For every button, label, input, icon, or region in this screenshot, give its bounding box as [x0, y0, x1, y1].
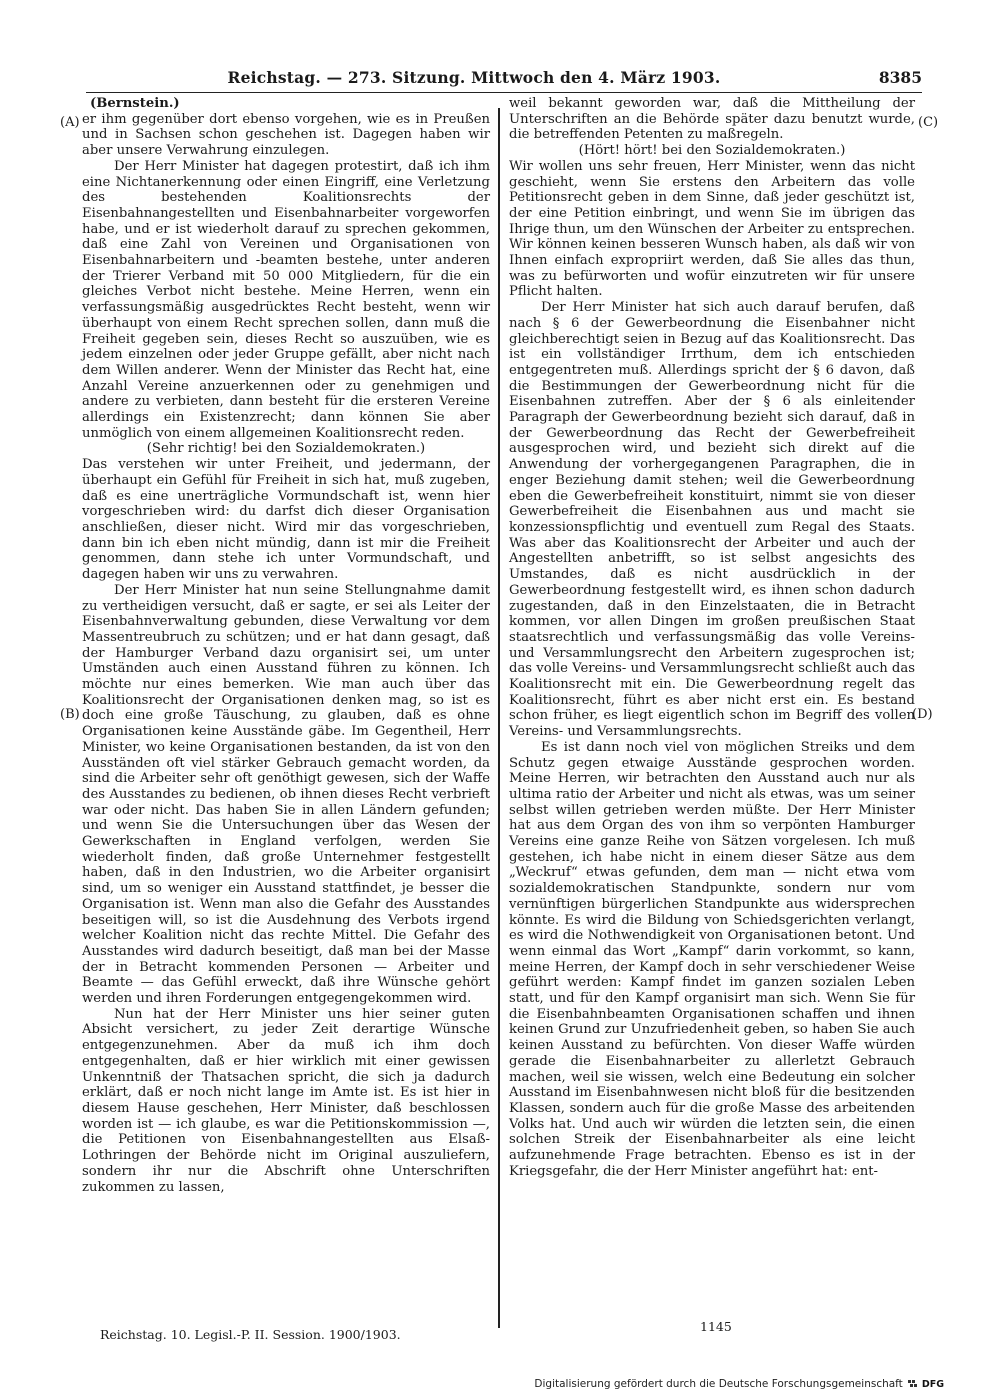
footer-session: Reichstag. 10. Legisl.-P. II. Session. 1900/1903. [100, 1327, 401, 1342]
credit-text: Digitalisierung gefördert durch die Deutsche Forschungsgemeinschaft [534, 1378, 903, 1390]
page-header [86, 68, 922, 92]
margin-mark-b: (B) [60, 707, 80, 722]
paragraph: Der Herr Minister hat dagegen protestirt, daß ich ihm eine Nichtanerkennung oder einen Eingriff, eine Verletzung des bestehenden Koalitionsrechts der Eisenbahnangestellten und Eisenbahnarbeiter vorgeworfen habe, und er ist wiederholt darauf zu sprechen gekommen, daß eine Zahl von Vereinen und Organisationen von Eisenbahnarbeitern und -beamten bestehe, unter anderen der Trierer Verband mit 50 000 Mitgliedern, für die ein gleiches Verbot nicht bestehe. Meine Herren, wenn ein verfassungsmäßig ausgedrücktes Recht besteht, wenn wir überhaupt von einem Recht sprechen sollen, dann muß die Freiheit gegeben sein, dieses Recht so auszuüben, wie es jedem einzelnen oder jeder Gruppe gefällt, aber nicht nach dem Willen anderer. Wenn der Minister das Recht hat, eine Anzahl Vereine anzuerkennen oder zu genehmigen und andere zu verbieten, dann besteht für die ersteren Vereine allerdings ein Existenzrecht; dann können Sie aber unmöglich von einem allgemeinen Koalitionsrecht reden. [82, 158, 490, 441]
margin-mark-d: (D) [912, 707, 933, 722]
header-rule [86, 92, 922, 93]
interjection: (Hört! hört! bei den Sozialdemokraten.) [578, 143, 846, 159]
digitization-credit [534, 1378, 944, 1390]
paragraph: Der Herr Minister hat nun seine Stellungnahme damit zu vertheidigen versucht, daß er sagte, er sei als Leiter der Eisenbahnverwaltung gebunden, diese Verwaltung vor dem Massentreubruch zu schützen; und er hat dann gesagt, daß der Hamburger Verband dazu organisirt sei, um unter Umständen auch einen Ausstand führen zu können. Ich möchte nur eines bemerken. Wie man auch über das Koalitionsrecht der Organisationen denken mag, so ist es doch eine große Täuschung, zu glauben, daß es ohne Organisationen keine Ausstände gäbe. Im Gegentheil, Herr Minister, wo keine Organisationen bestanden, da ist von den Ausständen oft viel stärker Gebrauch gemacht worden, da sind die Arbeiter sehr oft genöthigt gewesen, sich der Waffe des Ausstandes zu bedienen, ob ihnen dieses Recht verbrieft war oder nicht. Das haben Sie in allen Ländern gefunden; und wenn Sie die Untersuchungen über das Wesen der Gewerkschaften in England verfolgen, werden Sie wiederholt finden, daß große Unternehmer festgestellt haben, daß in den Industrien, wo die Arbeiter organisirt sind, um so weniger ein Ausstand stattfindet, je besser die Organisation ist. Wenn man also die Gefahr des Ausstandes beseitigen will, so ist die Ausdehnung des Verbots irgend welcher Koalition nicht das rechte Mittel. Die Gefahr des Ausstandes wird dadurch beseitigt, daß man bei der Masse der in Betracht kommenden Personen — Arbeiter und Beamte — das Gefühl erweckt, daß ihre Wünsche gehört werden und ihren Forderungen entgegengekommen wird. [82, 582, 490, 1007]
footer-number: 1145 [700, 1319, 732, 1334]
paragraph: Es ist dann noch viel von möglichen Streiks und dem Schutz gegen etwaige Ausstände gesprochen worden. Meine Herren, wir betrachten den Ausstand auch nur als ultima ratio der Arbeiter und nicht als etwas, was um seiner selbst willen getrieben werden müßte. Der Herr Minister hat aus dem Organ des von ihm so verpönten Hamburger Vereins eine ganze Reihe von Sätzen vorgelesen. Ich muß gestehen, ich habe nicht in einem dieser Sätze aus dem „Weckruf“ etwas gefunden, dem man — nicht etwa vom sozialdemokratischen Standpunkte, sondern nur vom vernünftigen bürgerlichen Standpunkte aus widersprechen könnte. Es wird die Bildung von Schiedsgerichten verlangt, es wird die Nothwendigkeit von Organisationen betont. Und wenn einmal das Wort „Kampf“ darin vorkommt, so kann, meine Herren, der Kampf doch in sehr verschiedener Weise geführt werden: Kampf findet im ganzen sozialen Leben statt, und für den Kampf organisirt man sich. Wenn Sie für die Eisenbahnbeamten Organisationen schaffen und ihnen keinen Grund zur Unzufriedenheit geben, so haben Sie auch keinen Ausstand zu befürchten. Von dieser Waffe würden gerade die Eisenbahnarbeiter zu allerletzt Gebrauch machen, weil sie wissen, welch eine Bedeutung ein solcher Ausstand im Eisenbahnwesen nicht bloß für die besitzenden Klassen, sondern auch für die große Masse des arbeitenden Volks hat. Und auch wir würden die letzten sein, die einen solchen Streik der Eisenbahnarbeiter als eine leicht aufzunehmende Frage betrachten. Ebenso es ist in der Kriegsgefahr, die der Herr Minister angeführt hat: ent- [509, 739, 915, 1179]
speaker-name: (Bernstein.) [90, 96, 180, 111]
paragraph: weil bekannt geworden war, daß die Mittheilung der Unterschriften an die Behörde später dazu benutzt wurde, die betreffenden Petenten zu maßregeln. [509, 96, 915, 143]
header-title: Reichstag. — 273. Sitzung. Mittwoch den 4. März 1903. [227, 68, 721, 87]
margin-mark-c: (C) [918, 115, 939, 130]
paragraph: Nun hat der Herr Minister uns hier seiner guten Absicht versichert, zu jeder Zeit derartige Wünsche entgegenzunehmen. Aber da muß ich ihm doch entgegenhalten, daß er hier wirklich mit einer gewissen Unkenntniß der Thatsachen spricht, die sich ja dadurch erklärt, daß er noch nicht lange im Amte ist. Es ist hier in diesem Hause geschehen, Herr Minister, daß beschlossen worden ist — ich glaube, es war die Petitionskommission —, die Petitionen von Eisenbahnangestellten aus Elsaß-Lothringen der Behörde nicht im Original auszuliefern, sondern ihr nur die Abschrift ohne Unterschriften zukommen zu lassen, [82, 1006, 490, 1195]
paragraph: Wir wollen uns sehr freuen, Herr Minister, wenn das nicht geschieht, wenn Sie erstens den Arbeitern das volle Petitionsrecht geben in dem Sinne, daß jeder geschützt ist, der eine Petition einbringt, und wenn Sie im übrigen das Ihrige thun, um den Wünschen der Arbeiter zu entsprechen. Wir können keinen besseren Wunsch haben, als daß wir von Ihnen einfach expropriirt werden, daß Sie alles das thun, was zu befürworten und wofür einzutreten wir für unsere Pflicht halten. [509, 158, 915, 300]
dfg-logo-text: DFG [921, 1378, 944, 1390]
paragraph: Der Herr Minister hat sich auch darauf berufen, daß nach § 6 der Gewerbeordnung die Eisenbahner nicht gleichberechtigt seien in Bezug auf das Koalitionsrecht. Das ist ein vollständiger Irrthum, dem ich entschieden entgegentreten muß. Allerdings spricht der § 6 davon, daß die Bestimmungen der Gewerbeordnung nicht für die Eisenbahnen zutreffen. Aber der § 6 als einleitender Paragraph der Gewerbeordnung bezieht sich darauf, daß in der Gewerbeordnung das Recht der Gewerbefreiheit ausgesprochen wird, und bezieht sich direkt auf die Anwendung der vorhergegangenen Paragraphen, die in enger Beziehung damit stehen; weil die Gewerbeordnung eben die Gewerbefreiheit konstituirt, nimmt sie von dieser Gewerbefreiheit die Eisenbahnen aus und macht sie konzessionspflichtig und eventuell zum Regal des Staats. Was aber das Koalitionsrecht der Arbeiter und auch der Angestellten anbetrifft, so ist selbst angesichts des Umstandes, daß es nicht ausdrücklich in der Gewerbeordnung festgestellt wird, es ihnen schon dadurch zugestanden, daß in den Einzelstaaten, die in Betracht kommen, vor allen Dingen im großen preußischen Staat staatsrechtlich und verfassungsmäßig das volle Vereins- und Versammlungsrecht den Arbeitern zugesprochen ist; das volle Vereins- und Versammlungsrecht schließt auch das Koalitionsrecht mit ein. Die Gewerbeordnung regelt das Koalitionsrecht, führt es aber nicht erst ein. Es bestand schon früher, es liegt eigentlich schon im Begriff des vollen Vereins- und Versammlungsrechts. [509, 300, 915, 740]
column-divider [498, 108, 500, 1328]
page-number: 8385 [878, 68, 922, 87]
paragraph: er ihm gegenüber dort ebenso vorgehen, wie es in Preußen und in Sachsen schon geschehen ist. Dagegen haben wir aber unsere Verwahrung einzulegen. [82, 111, 490, 159]
interjection: (Sehr richtig! bei den Sozialdemokraten.) [146, 441, 426, 457]
left-column [82, 96, 490, 1195]
paragraph: Das verstehen wir unter Freiheit, und jedermann, der überhaupt ein Gefühl für Freiheit in sich hat, muß zugeben, daß es eine unerträgliche Vormundschaft ist, wenn hier vorgeschrieben wird: du darfst dich dieser Organisation anschließen, dieser nicht. Wird mir das vorgeschrieben, dann bin ich eben nicht mündig, dann ist mir die Freiheit genommen, dann stehe ich unter Vormundschaft, und dagegen haben wir uns zu verwahren. [82, 457, 490, 583]
dfg-logo-icon [908, 1379, 920, 1389]
margin-mark-a: (A) [60, 115, 80, 130]
right-column [509, 96, 915, 1180]
dfg-logo [908, 1379, 944, 1390]
